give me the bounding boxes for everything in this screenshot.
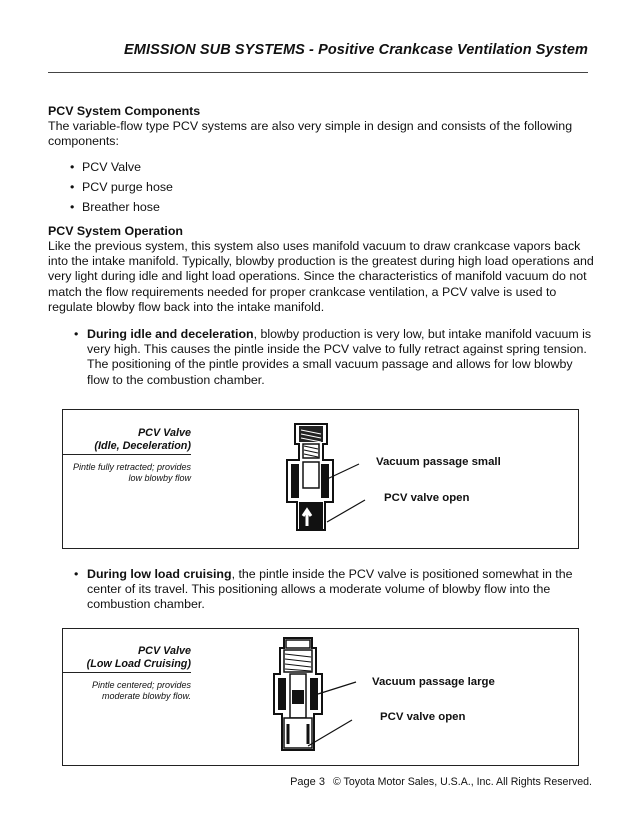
list-item: • PCV purge hose bbox=[70, 180, 596, 195]
bullet-dot: • bbox=[74, 327, 79, 342]
operation-heading: PCV System Operation bbox=[48, 223, 183, 238]
bullet-cruising-bold: During low load cruising bbox=[87, 567, 232, 581]
figure-cruising-caption-text: Pintle centered; provides moderate blowby flow. bbox=[91, 680, 191, 701]
content-part-2 bbox=[48, 567, 596, 613]
bullet-idle-bold: During idle and deceleration bbox=[87, 327, 254, 342]
main-content bbox=[48, 104, 596, 388]
figure-cruising-caption bbox=[63, 645, 191, 702]
pcv-valve-cruising-illustration bbox=[268, 634, 528, 758]
page-number: Page 3 bbox=[290, 776, 325, 788]
figure-idle-caption-text: Pintle fully retracted; provides low blowby flow bbox=[72, 462, 191, 483]
list-item: • Breather hose bbox=[70, 200, 596, 215]
figure-idle-title-2: (Idle, Deceleration) bbox=[94, 440, 191, 452]
leader-line-passage bbox=[325, 464, 359, 480]
list-item: • PCV Valve bbox=[70, 160, 596, 175]
label-vacuum-passage-large: Vacuum passage large bbox=[372, 676, 495, 688]
figure-cruising bbox=[62, 628, 579, 766]
figure-idle-title-1: PCV Valve bbox=[137, 427, 191, 439]
label-pcv-valve-open: PCV valve open bbox=[384, 492, 470, 504]
label-vacuum-passage-small: Vacuum passage small bbox=[376, 456, 501, 468]
operation-paragraph: Like the previous system, this system also uses manifold vacuum to draw crankcase vapors back into the intake manifold. Typically, blowby production is the greatest during high load operations and very light during idle and light load operations. Since the characteristics of manifold vacuum do not match the flow requirements needed for proper crankcase ventilation, a PCV valve is used to regulate blowby flow back into the intake manifold. bbox=[48, 239, 594, 314]
bullet-cruising-text: , the pintle inside the PCV valve is positioned somewhat in the center of its travel. This positioning allows a moderate volume of blowby flow into the combustion chamber. bbox=[87, 567, 573, 612]
bullet-idle bbox=[74, 327, 596, 388]
bullet-cruising bbox=[74, 567, 596, 613]
figure-cruising-title-1: PCV Valve bbox=[137, 645, 191, 657]
page-header-title: EMISSION SUB SYSTEMS - Positive Crankcase Ventilation System bbox=[124, 42, 588, 58]
figure-idle bbox=[62, 409, 579, 549]
header-rule bbox=[48, 72, 588, 73]
bullet-idle-text: , blowby production is very low, but intake manifold vacuum is very high. This causes the pintle inside the PCV valve to fully retract against spring tension. The positioning of the pintle provides a small vacuum passage and allows for low blowby flow to the combustion chamber. bbox=[87, 327, 592, 387]
leader-line-passage bbox=[318, 682, 356, 694]
figure-idle-caption bbox=[63, 427, 191, 484]
bullet-dot: • bbox=[74, 567, 79, 581]
pcv-valve-idle-illustration bbox=[281, 418, 541, 542]
figure-idle-caption-rule bbox=[63, 454, 191, 455]
copyright-text: © Toyota Motor Sales, U.S.A., Inc. All Rights Reserved. bbox=[332, 776, 592, 788]
figure-cruising-title-2: (Low Load Cruising) bbox=[86, 658, 191, 670]
components-intro: The variable-flow type PCV systems are also very simple in design and consists of the following components: bbox=[48, 119, 573, 149]
label-pcv-valve-open: PCV valve open bbox=[380, 711, 466, 723]
page-footer bbox=[0, 776, 592, 788]
components-heading: PCV System Components bbox=[48, 104, 201, 118]
figure-cruising-caption-rule bbox=[63, 672, 191, 673]
leader-line-open bbox=[327, 500, 365, 522]
components-list bbox=[70, 160, 596, 215]
